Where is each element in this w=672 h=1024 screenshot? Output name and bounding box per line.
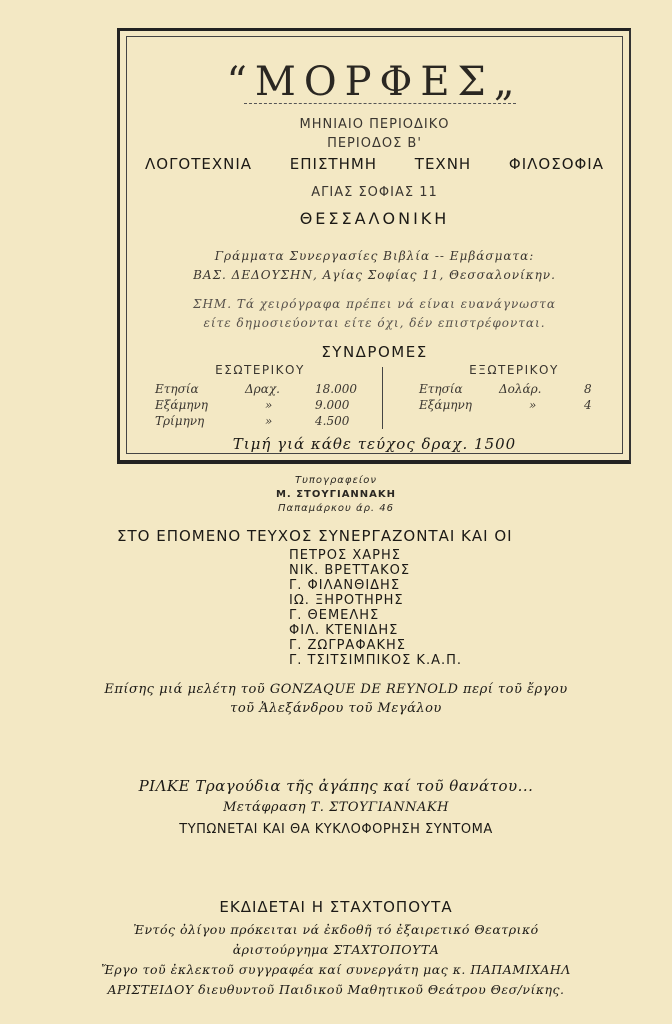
staxtopouta-line-4: ΑΡΙΣΤΕΙΔΟΥ διευθυντοῦ Παιδικοῦ Μαθητικοῦ Θεάτρου Θεσ/νίκης. (107, 982, 565, 997)
contributor: ΝΙΚ. ΒΡΕΤΤΑΚΟΣ (289, 563, 411, 578)
study-note (0, 680, 672, 718)
rilke-announcement (0, 775, 672, 841)
issue-price: Τιμή γιά κάθε τεύχος δραχ. 1500 (232, 435, 517, 453)
period-label: ΠΕΡΙΟΔΟΣ Β' (327, 136, 422, 151)
masthead-inner-frame (126, 36, 623, 454)
subject-literature: ΛΟΓΟΤΕΧΝΙΑ (145, 155, 253, 173)
contributor: Γ. ΦΙΛΑΝΘΙΔΗΣ (289, 578, 401, 593)
subscriptions-title: ΣΥΝΔΡΟΜΕΣ (321, 343, 428, 361)
subject-philosophy: ΦΙΛΟΣΟΦΙΑ (508, 155, 604, 173)
next-issue-heading: ΣΤΟ ΕΠΟΜΕΝΟ ΤΕΥΧΟΣ ΣΥΝΕΡΓΑΖΟΝΤΑΙ ΚΑΙ ΟΙ (117, 527, 513, 545)
subject-art: ΤΕΧΝΗ (414, 155, 472, 173)
domestic-heading: ΕΣΩΤΕΡΙΚΟΥ (215, 363, 305, 377)
study-line-2: τοῦ Ἀλεξάνδρου τοῦ Μεγάλου (230, 701, 442, 716)
manuscripts-note (127, 295, 622, 333)
staxtopouta-line-3: Ἔργο τοῦ ἐκλεκτοῦ συγγραφέα καί συνεργάτη μας κ. ΠΑΠΑΜΙΧΑΗΛ (101, 962, 571, 977)
correspondence-line-2: ΒΑΣ. ΔΕΔΟΥΣΗΝ, Αγίας Σοφίας 11, Θεσσαλονίκην. (193, 268, 556, 282)
printer-name: Μ. ΣΤΟΥΓΙΑΝΝΑΚΗ (275, 489, 397, 500)
foreign-period: Εξάμηνη (419, 398, 472, 412)
rilke-title: ΡΙΛΚΕ Τραγούδια τῆς ἀγάπης καί τοῦ θανάτου... (138, 777, 534, 795)
domestic-period: Τρίμηνη (155, 414, 205, 428)
correspondence-notice (127, 247, 622, 285)
foreign-amount: 8 (584, 382, 592, 396)
domestic-amount: 4.500 (315, 414, 350, 428)
contributor: Γ. ΘΕΜΕΛΗΣ (289, 608, 380, 623)
subject-science: ΕΠΙΣΤΗΜΗ (289, 155, 378, 173)
manuscripts-line-2: είτε δημοσιεύονται είτε όχι, δέν επιστρέφονται. (203, 316, 546, 330)
subjects-row (145, 155, 604, 173)
periodical-type: ΜΗΝΙΑΙΟ ΠΕΡΙΟΔΙΚΟ (299, 117, 450, 132)
printer-address: Παπαμάρκου άρ. 46 (277, 503, 395, 514)
domestic-period: Ετησία (155, 382, 199, 396)
domestic-amount: 18.000 (315, 382, 357, 396)
staxtopouta-announcement (0, 920, 672, 1000)
contributor: ΠΕΤΡΟΣ ΧΑΡΗΣ (289, 548, 401, 563)
city: ΘΕΣΣΑΛΟΝΙΚΗ (299, 209, 450, 228)
foreign-period: Ετησία (419, 382, 463, 396)
correspondence-line-1: Γράμματα Συνεργασίες Βιβλία -- Εμβάσματα: (214, 249, 535, 263)
rilke-forthcoming: ΤΥΠΩΝΕΤΑΙ ΚΑΙ ΘΑ ΚΥΚΛΟΦΟΡΗΣΗ ΣΥΝΤΟΜΑ (179, 822, 493, 837)
domestic-currency: » (265, 414, 273, 428)
domestic-subscriptions (155, 363, 365, 429)
manuscripts-line-1: ΣΗΜ. Τά χειρόγραφα πρέπει νά είναι ευανάγνωστα (192, 297, 557, 311)
contributor: ΙΩ. ΞΗΡΟΤΗΡΗΣ (289, 593, 404, 608)
staxtopouta-line-1: Ἐντός ὀλίγου πρόκειται νά ἐκδοθῆ τό ἐξαιρετικό Θεατρικό (133, 922, 539, 937)
magazine-title: “ΜΟΡΦΕΣ„ (226, 59, 523, 105)
domestic-row (155, 413, 365, 429)
title-underline (244, 103, 516, 104)
address: ΑΓΙΑΣ ΣΟΦΙΑΣ 11 (311, 185, 438, 200)
foreign-subscriptions (419, 363, 609, 413)
foreign-row (419, 397, 609, 413)
staxtopouta-line-2: ἀριστούργημα ΣΤΑΧΤΟΠΟΥΤΑ (232, 942, 440, 957)
domestic-row (155, 397, 365, 413)
contributor: Γ. ΖΩΓΡΑΦΑΚΗΣ (289, 638, 406, 653)
rilke-translation: Μετάφραση Τ. ΣΤΟΥΓΙΑΝΝΑΚΗ (223, 800, 449, 815)
foreign-amount: 4 (584, 398, 592, 412)
foreign-row (419, 381, 609, 397)
domestic-currency: Δραχ. (245, 382, 280, 396)
foreign-currency: » (529, 398, 537, 412)
study-line-1: Επίσης μιά μελέτη τοῦ GONZAQUE DE REYNOLD περί τοῦ ἔργου (104, 682, 568, 697)
contributor: Γ. ΤΣΙΤΣΙΜΠΙΚΟΣ Κ.Α.Π. (289, 653, 463, 668)
domestic-period: Εξάμηνη (155, 398, 208, 412)
staxtopouta-heading: ΕΚΔΙΔΕΤΑΙ Η ΣΤΑΧΤΟΠΟΥΤΑ (219, 898, 453, 916)
columns-divider (382, 367, 383, 429)
contributors-list (289, 548, 462, 668)
masthead-box (117, 28, 631, 464)
domestic-currency: » (265, 398, 273, 412)
contributor: ΦΙΛ. ΚΤΕΝΙΔΗΣ (289, 623, 399, 638)
foreign-heading: ΕΞΩΤΕΡΙΚΟΥ (469, 363, 559, 377)
foreign-currency: Δολάρ. (499, 382, 542, 396)
domestic-row (155, 381, 365, 397)
printer-label: Τυπογραφείον (295, 475, 377, 486)
domestic-amount: 9.000 (315, 398, 350, 412)
